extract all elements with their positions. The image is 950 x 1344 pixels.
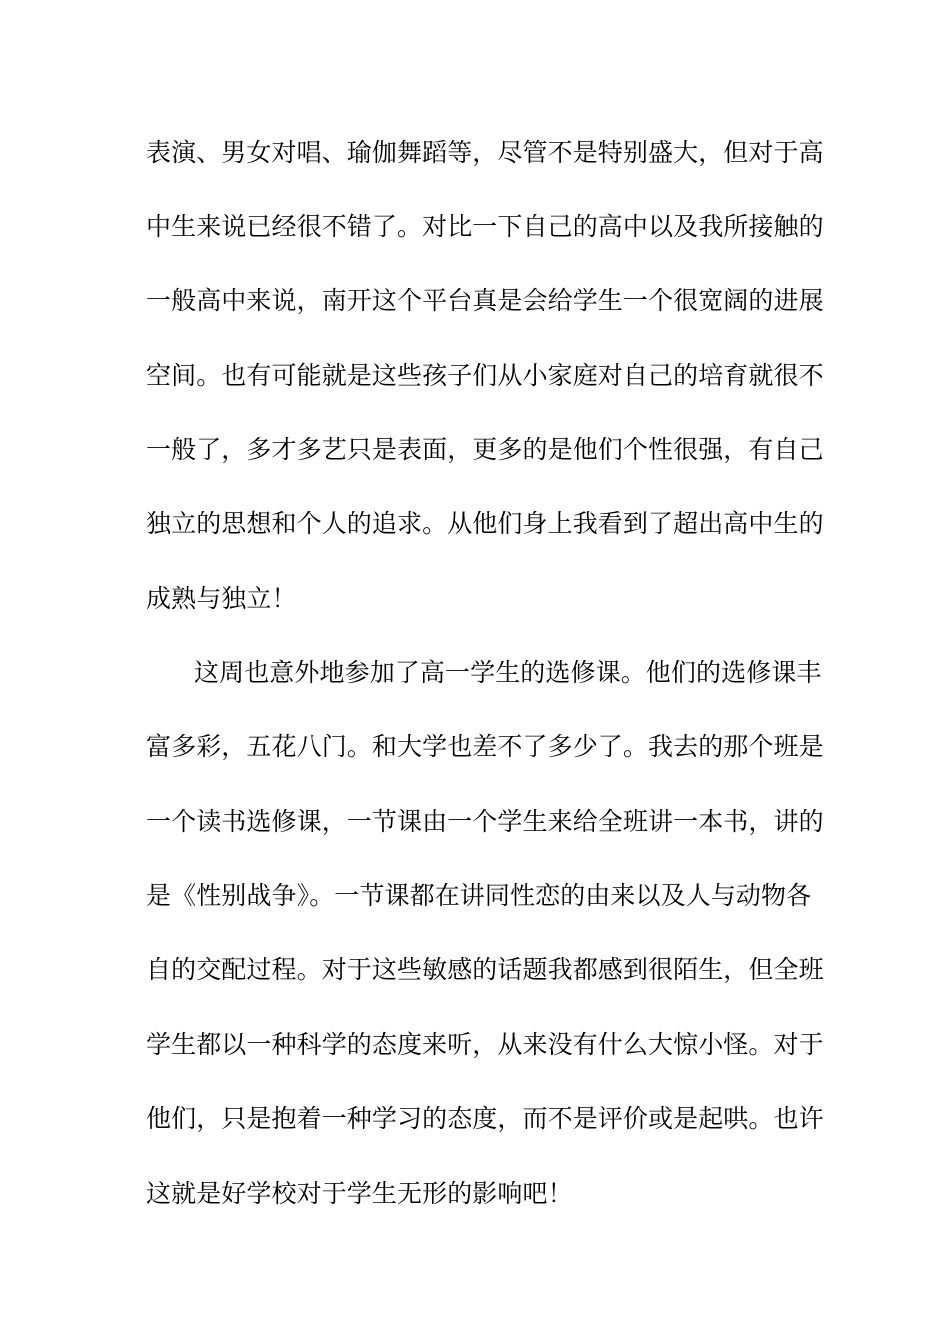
paragraph-1-line-5: 一般了，多才多艺只是表面，更多的是他们个性很强，有自己 [146,435,824,464]
paragraph-1-line-2: 中生来说已经很不错了。对比一下自己的高中以及我所接触的 [146,212,824,241]
paragraph-1-line-4: 空间。也有可能就是这些孩子们从小家庭对自己的培育就很不 [146,361,824,390]
paragraph-2-line-2: 富多彩，五花八门。和大学也差不了多少了。我去的那个班是 [146,732,824,761]
paragraph-2-line-7: 他们，只是抱着一种学习的态度，而不是评价或是起哄。也许 [146,1104,824,1133]
paragraph-2-line-1: 这周也意外地参加了高一学生的选修课。他们的选修课丰 [194,658,822,687]
paragraph-2-line-8: 这就是好学校对于学生无形的影响吧！ [146,1179,573,1208]
paragraph-2-line-6: 学生都以一种科学的态度来听，从来没有什么大惊小怪。对于 [146,1030,824,1059]
paragraph-1-line-1: 表演、男女对唱、瑜伽舞蹈等，尽管不是特别盛大，但对于高 [146,138,824,167]
paragraph-1-line-7: 成熟与独立！ [146,584,297,613]
paragraph-2-line-5: 自的交配过程。对于这些敏感的话题我都感到很陌生，但全班 [146,955,824,984]
paragraph-1-line-6: 独立的思想和个人的追求。从他们身上我看到了超出高中生的 [146,509,824,538]
paragraph-2-line-3: 一个读书选修课，一节课由一个学生来给全班讲一本书，讲的 [146,807,824,836]
paragraph-1-line-3: 一般高中来说，南开这个平台真是会给学生一个很宽阔的进展 [146,286,824,315]
paragraph-2-line-4: 是《性别战争》。一节课都在讲同性恋的由来以及人与动物各 [146,881,812,910]
